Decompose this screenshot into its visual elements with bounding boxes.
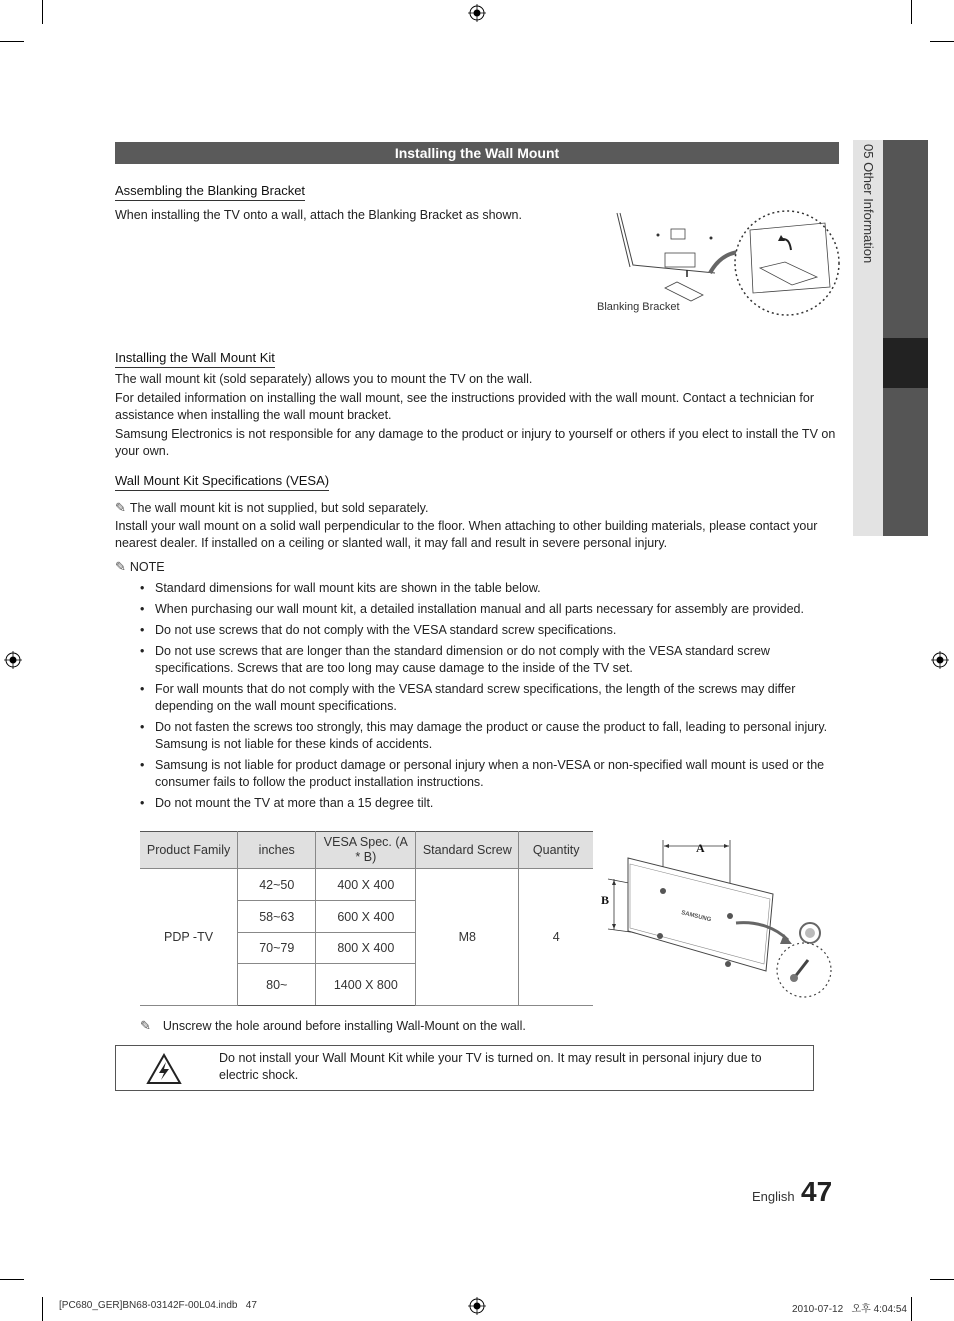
table-header: VESA Spec. (A * B)	[316, 832, 416, 869]
list-item: • Do not use screws that do not comply with the VESA standard screw specifications.	[140, 622, 840, 639]
crop-mark	[42, 1297, 43, 1321]
warning-box	[115, 1045, 814, 1091]
list-item: • Do not mount the TV at more than a 15 degree tilt.	[140, 795, 840, 812]
table-cell: 80~	[238, 964, 316, 1006]
unscrew-note: ✎ Unscrew the hole around before installing Wall-Mount on the wall.	[140, 1018, 526, 1033]
table-cell: 58~63	[238, 901, 316, 933]
crop-mark	[42, 0, 43, 24]
crop-mark	[911, 0, 912, 24]
registration-mark-icon	[468, 4, 486, 22]
section-heading-blanking: Assembling the Blanking Bracket	[115, 183, 305, 201]
table-row	[140, 869, 593, 901]
table-cell: 70~79	[238, 933, 316, 964]
section-heading-vesa: Wall Mount Kit Specifications (VESA)	[115, 473, 329, 491]
vesa-spec-table	[140, 831, 593, 1006]
note-label: ✎ NOTE	[115, 559, 165, 574]
registration-mark-icon	[931, 651, 949, 669]
registration-mark-icon	[468, 1297, 486, 1315]
print-file-info: [PC680_GER]BN68-03142F-00L04.indb 47	[59, 1300, 257, 1311]
tv-back-diagram	[598, 836, 838, 1006]
dimension-b-label: B	[601, 893, 610, 907]
table-header: inches	[238, 832, 316, 869]
footer-language: English	[752, 1189, 795, 1204]
print-date-info: 2010-07-12 오후 4:04:54	[792, 1304, 907, 1315]
mount-kit-paragraph-2: For detailed information on installing the wall mount, see the instructions provided with the wall mount. Contact a technician for assistance when installing the wall mount bracket.	[115, 391, 814, 422]
chapter-label: 05 Other Information	[861, 144, 876, 264]
table-cell: 600 X 400	[316, 901, 416, 933]
table-header: Quantity	[519, 832, 593, 869]
list-item: • Do not use screws that are longer than the standard dimension or do not comply with the VESA standard screw specifications. Screws that are too long may cause damage to the inside of the TV set.	[140, 643, 840, 677]
table-header: Standard Screw	[416, 832, 519, 869]
table-cell: 400 X 400	[316, 869, 416, 901]
table-cell-family: PDP -TV	[140, 869, 238, 1006]
list-item: • Do not fasten the screws too strongly, this may damage the product or cause the product to fall, leading to personal injury. Samsung is not liable for these kinds of accidents.	[140, 719, 840, 753]
crop-mark	[0, 1279, 24, 1280]
blanking-figure-caption: Blanking Bracket	[597, 301, 680, 313]
warning-text: Do not install your Wall Mount Kit while your TV is turned on. It may result in personal injury due to electric shock.	[219, 1051, 762, 1082]
note-list	[140, 580, 840, 816]
list-item: • Samsung is not liable for product damage or personal injury when a non-VESA or non-specified wall mount is used or the consumer fails to follow the product installation instructions.	[140, 757, 840, 791]
table-cell: 800 X 400	[316, 933, 416, 964]
side-tab-marker	[883, 338, 928, 388]
section-heading-mount-kit: Installing the Wall Mount Kit	[115, 350, 275, 368]
dimension-a-label: A	[696, 841, 705, 855]
pencil-note-icon: ✎	[140, 1018, 151, 1033]
table-cell: 1400 X 800	[316, 964, 416, 1006]
table-cell-screw: M8	[416, 869, 519, 1006]
table-cell: 42~50	[238, 869, 316, 901]
list-item: • For wall mounts that do not comply with the VESA standard screw specifications, the length of the screws may differ depending on the wall mount specifications.	[140, 681, 840, 715]
table-cell-quantity: 4	[519, 869, 593, 1006]
vesa-note: ✎ The wall mount kit is not supplied, but sold separately.	[115, 500, 429, 515]
registration-mark-icon	[4, 651, 22, 669]
pencil-note-icon: ✎	[115, 500, 126, 515]
tv-brand-label: SAMSUNG	[680, 910, 712, 924]
vesa-paragraph: Install your wall mount on a solid wall perpendicular to the floor. When attaching to other building materials, please contact your nearest dealer. If installed on a ceiling or slanted wall, it may fall and result in severe personal injury.	[115, 519, 818, 550]
page-title: Installing the Wall Mount	[115, 142, 839, 164]
high-voltage-warning-icon	[146, 1053, 182, 1085]
crop-mark	[930, 1279, 954, 1280]
crop-mark	[930, 41, 954, 42]
blanking-text: When installing the TV onto a wall, attach the Blanking Bracket as shown.	[115, 208, 522, 222]
table-header-row	[140, 832, 593, 869]
pencil-note-icon: ✎	[115, 559, 126, 574]
mount-kit-paragraph-3: Samsung Electronics is not responsible for any damage to the product or injury to yourself or others if you elect to install the TV on your own.	[115, 427, 836, 458]
crop-mark	[0, 41, 24, 42]
crop-mark	[911, 1297, 912, 1321]
page-number: 47	[801, 1176, 833, 1207]
list-item: • Standard dimensions for wall mount kits are shown in the table below.	[140, 580, 840, 597]
mount-kit-paragraph-1: The wall mount kit (sold separately) allows you to mount the TV on the wall.	[115, 372, 533, 386]
list-item: • When purchasing our wall mount kit, a detailed installation manual and all parts necessary for assembly are provided.	[140, 601, 840, 618]
table-header: Product Family	[140, 832, 238, 869]
